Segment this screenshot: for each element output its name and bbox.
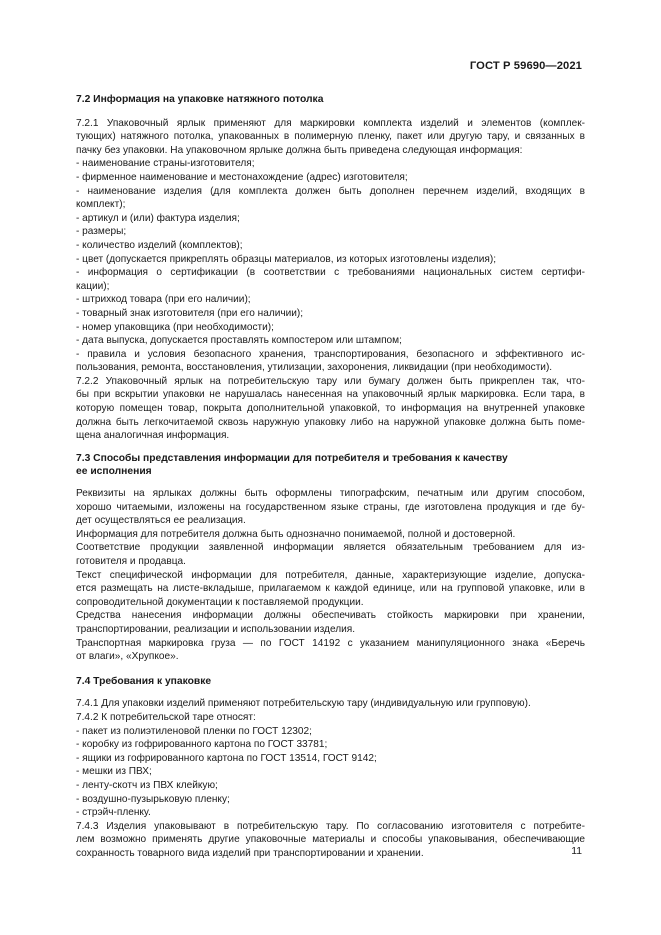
paragraph	[76, 765, 585, 779]
paragraph	[76, 609, 585, 636]
heading-line: 7.3 Способы представления информации для потребителя и требования к качеству	[76, 452, 508, 464]
list-item-line: комплект);	[76, 199, 126, 211]
paragraph-7-2-2	[76, 375, 585, 443]
paragraph-line: - коробку из гофрированного картона по ГОСТ 33781;	[76, 739, 328, 751]
paragraph-line: Средства нанесения информации должны обеспечивать стойкость маркировки при хранении,	[76, 610, 585, 622]
list-item	[76, 157, 585, 171]
paragraph	[76, 697, 585, 711]
list-item	[76, 253, 585, 267]
list-item-line: кации);	[76, 280, 110, 292]
paragraph-line: бы при вскрытии упаковки не нарушалась нанесенная на упаковочный ярлык маркировка. Если тара, в	[76, 389, 585, 401]
paragraph	[76, 725, 585, 739]
paragraph	[76, 806, 585, 820]
list-item-line: - дата выпуска, допускается проставлять компостером или штампом;	[76, 335, 402, 347]
paragraph-line: Транспортная маркировка груза — по ГОСТ 14192 с указанием манипуляционного знака «Беречь	[76, 637, 585, 649]
paragraph-line: 7.2.2 Упаковочный ярлык на потребительскую тару или бумагу должен быть прикреплен так, что-	[76, 375, 585, 387]
paragraph-line: лем возможно применять другие упаковочные материалы и способы упаковывания, обеспечивающие	[76, 834, 585, 846]
paragraph-line: Текст специфической информации для потребителя, данные, характеризующие изделие, допуска-	[76, 569, 585, 581]
paragraph-line: ется размещать на листе-вкладыше, прилагаемом к каждой единице, или на групповой упаковке, или в	[76, 583, 585, 595]
list-item	[76, 171, 585, 185]
paragraph-line: дет осуществляться ее реализация.	[76, 515, 246, 527]
paragraph	[76, 528, 585, 542]
paragraph	[76, 637, 585, 664]
section-7-2-heading: 7.2 Информация на упаковке натяжного потолка	[76, 94, 324, 105]
list-item	[76, 321, 585, 335]
list-item	[76, 334, 585, 348]
paragraph-line: - мешки из ПВХ;	[76, 766, 152, 778]
paragraph-line: должна быть легкочитаемой сквозь наружную упаковку либо на наружной упаковке должна быть поме-	[76, 416, 585, 428]
list-item	[76, 307, 585, 321]
list-item-line: - количество изделий (комплектов);	[76, 239, 243, 251]
paragraph	[76, 752, 585, 766]
list-item-line: - штрихкод товара (при его наличии);	[76, 294, 251, 306]
paragraph	[76, 738, 585, 752]
paragraph	[76, 779, 585, 793]
list-item	[76, 225, 585, 239]
paragraph-line: Информация для потребителя должна быть однозначно понимаемой, полной и достоверной.	[76, 528, 516, 540]
list-item-line: - фирменное наименование и местонахождение (адрес) изготовителя;	[76, 171, 408, 183]
paragraph-line: хорошо читаемыми, изложены на государственном языке страны, где изготовлена продукция и где бу-	[76, 501, 585, 513]
paragraph	[76, 487, 585, 528]
paragraph-line: Реквизиты на ярлыках должны быть оформлены типографским, печатным или другим способом,	[76, 488, 585, 500]
list-item-line: - артикул и (или) фактура изделия;	[76, 212, 240, 224]
list-item	[76, 212, 585, 226]
section-7-3-heading	[76, 452, 585, 479]
paragraph-line: - ящики из гофрированного картона по ГОСТ 13514, ГОСТ 9142;	[76, 752, 377, 764]
list-item	[76, 185, 585, 212]
info-list	[76, 157, 585, 375]
paragraph-line: 7.4.3 Изделия упаковывают в потребительскую тару. По согласованию изготовителя с потребите-	[76, 820, 585, 832]
list-item-line: - информация о сертификации (в соответствии с требованиями национальных систем сертифи-	[76, 267, 585, 279]
paragraph-line: - ленту-скотч из ПВХ клейкую;	[76, 779, 218, 791]
paragraph-line: транспортировании, реализации и использовании изделия.	[76, 623, 356, 635]
paragraph-7-2-1	[76, 117, 585, 158]
list-item-line: - номер упаковщика (при необходимости);	[76, 321, 274, 333]
paragraph-line: которую помещен товар, покрыта дополнительной упаковкой, то информация на внутренней упаковке	[76, 403, 585, 415]
list-item	[76, 348, 585, 375]
document-body	[76, 93, 585, 860]
document-header: ГОСТ Р 59690—2021	[469, 60, 582, 72]
paragraph-line: - стрэйч-пленку.	[76, 807, 151, 819]
list-item	[76, 293, 585, 307]
list-item-line: - правила и условия безопасного хранения, транспортирования, безопасного и эффективного ис-	[76, 348, 585, 360]
paragraph-line: Соответствие продукции заявленной информации является обязательным требованием для из-	[76, 542, 585, 554]
heading-line: ее исполнения	[76, 466, 152, 478]
list-item-line: - наименование изделия (для комплекта должен быть дополнен перечнем изделий, входящих в	[76, 185, 585, 197]
paragraph-line: сопроводительной документации к поставляемой продукции.	[76, 596, 364, 608]
list-item-line: пользования, ремонта, восстановления, утилизации, захоронения, ликвидации (при необходимости).	[76, 362, 553, 374]
list-item	[76, 239, 585, 253]
list-item-line: - размеры;	[76, 226, 127, 238]
paragraph-line: - пакет из полиэтиленовой пленки по ГОСТ 12302;	[76, 725, 312, 737]
list-item	[76, 266, 585, 293]
paragraph-line: 7.2.1 Упаковочный ярлык применяют для маркировки комплекта изделий и элементов (комплек-	[76, 117, 585, 129]
paragraph	[76, 793, 585, 807]
paragraph	[76, 569, 585, 610]
paragraph-line: щена аналогичная информация.	[76, 430, 230, 442]
section-7-4-body	[76, 697, 585, 860]
paragraph-line: 7.4.1 Для упаковки изделий применяют потребительскую тару (индивидуальную или групповую).	[76, 698, 531, 710]
paragraph-line: 7.4.2 К потребительской таре относят:	[76, 711, 256, 723]
list-item-line: - цвет (допускается прикреплять образцы материалов, из которых изготовлены изделия);	[76, 253, 497, 265]
section-7-4-heading: 7.4 Требования к упаковке	[76, 675, 212, 687]
paragraph-line: сохранность товарного вида изделий при транспортировании и хранении.	[76, 847, 424, 859]
paragraph-line: пачку без упаковки. На упаковочном ярлыке должна быть приведена следующая информация:	[76, 144, 523, 156]
page-number: 11	[571, 846, 582, 857]
paragraph	[76, 711, 585, 725]
paragraph	[76, 820, 585, 861]
paragraph-line: тующих) натяжного потолка, упакованных в полимерную пленку, пакет или другую тару, и связанных в	[76, 131, 585, 143]
paragraph-line: от влаги», «Хрупкое».	[76, 651, 179, 663]
list-item-line: - товарный знак изготовителя (при его наличии);	[76, 307, 304, 319]
paragraph	[76, 541, 585, 568]
paragraph-line: - воздушно-пузырьковую пленку;	[76, 793, 230, 805]
list-item-line: - наименование страны-изготовителя;	[76, 158, 255, 170]
paragraph-line: готовителя и продавца.	[76, 556, 186, 567]
section-7-3-body	[76, 487, 585, 664]
